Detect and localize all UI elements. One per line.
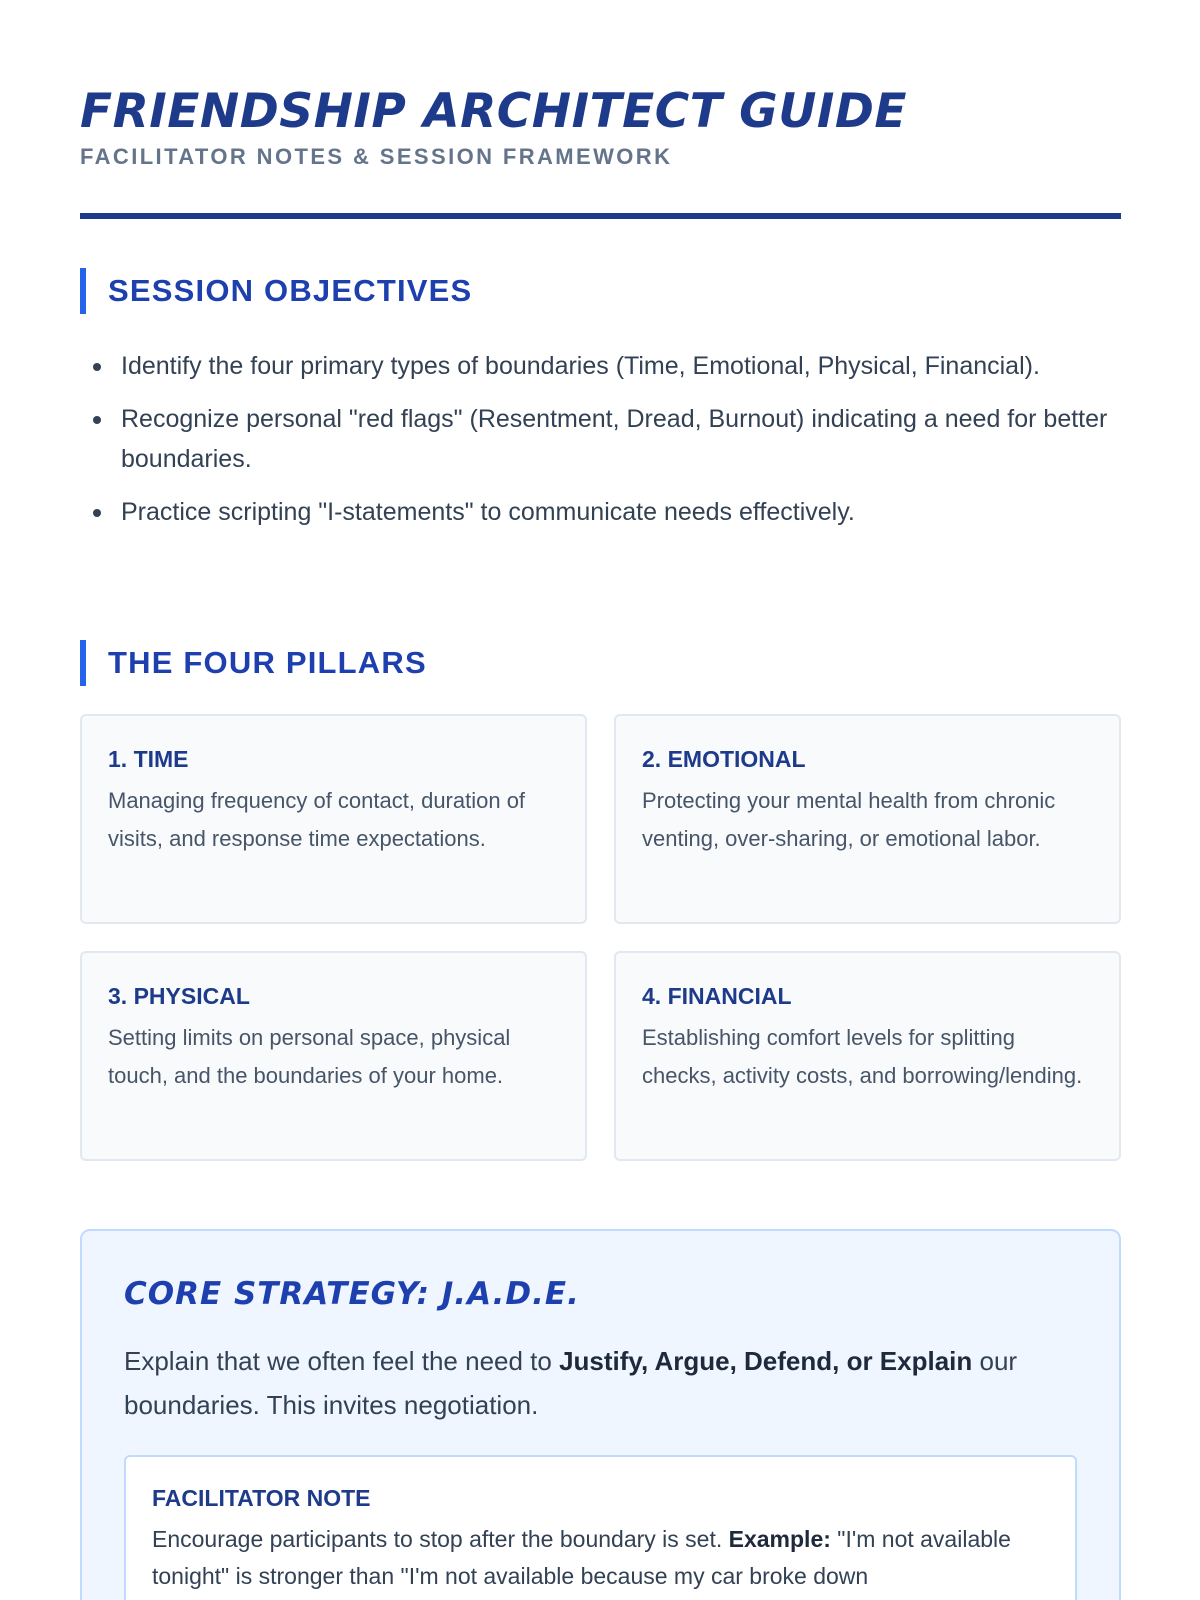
pillar-description: Setting limits on personal space, physical touch, and the boundaries of your home.	[108, 1025, 511, 1088]
strategy-intro-tail: our boundaries. This invites negotiation.	[124, 1346, 1018, 1420]
page-subtitle: FACILITATOR NOTES & SESSION FRAMEWORK	[80, 144, 673, 169]
list-item: Recognize personal "red flags" (Resentment, Dread, Burnout) indicating a need for better boundaries.	[80, 399, 1121, 479]
list-item: Identify the four primary types of boundaries (Time, Emotional, Physical, Financial).	[80, 346, 1121, 386]
note-text-lead: Encourage participants to stop after the boundary is set.	[152, 1526, 729, 1552]
pillar-title: 2. EMOTIONAL	[642, 746, 806, 772]
pillar-title: 1. TIME	[108, 746, 189, 772]
pillar-title: 3. PHYSICAL	[108, 983, 250, 1009]
pillar-card-financial	[614, 951, 1121, 1161]
core-strategy-panel	[80, 1229, 1121, 1600]
note-text-tail: "I'm not available tonight" is stronger than "I'm not available because my car broke down	[152, 1526, 1011, 1589]
pillar-card-time	[80, 714, 587, 924]
strategy-title: CORE STRATEGY: J.A.D.E.	[124, 1276, 580, 1312]
pillar-description: Protecting your mental health from chronic venting, over-sharing, or emotional labor.	[642, 788, 1056, 851]
section-heading-objectives: SESSION OBJECTIVES	[80, 268, 472, 314]
pillar-card-physical	[80, 951, 587, 1161]
pillar-description: Establishing comfort levels for splitting checks, activity costs, and borrowing/lending.	[642, 1025, 1083, 1088]
pillar-title: 4. FINANCIAL	[642, 983, 792, 1009]
section-heading-pillars: THE FOUR PILLARS	[80, 640, 427, 686]
objectives-list	[80, 346, 1121, 545]
strategy-intro	[124, 1339, 1077, 1427]
pillar-card-emotional	[614, 714, 1121, 924]
pillar-description: Managing frequency of contact, duration of visits, and response time expectations.	[108, 788, 526, 851]
note-text	[152, 1521, 1049, 1595]
facilitator-note	[124, 1455, 1077, 1600]
strategy-intro-lead: Explain that we often feel the need to	[124, 1346, 560, 1376]
list-item: Practice scripting "I-statements" to communicate needs effectively.	[80, 492, 1121, 532]
strategy-intro-emphasis: Justify, Argue, Defend, or Explain	[559, 1346, 973, 1376]
page-title: FRIENDSHIP ARCHITECT GUIDE	[80, 84, 908, 139]
note-title: FACILITATOR NOTE	[152, 1485, 371, 1511]
header-divider	[80, 213, 1121, 219]
note-example-label: Example:	[728, 1526, 831, 1552]
